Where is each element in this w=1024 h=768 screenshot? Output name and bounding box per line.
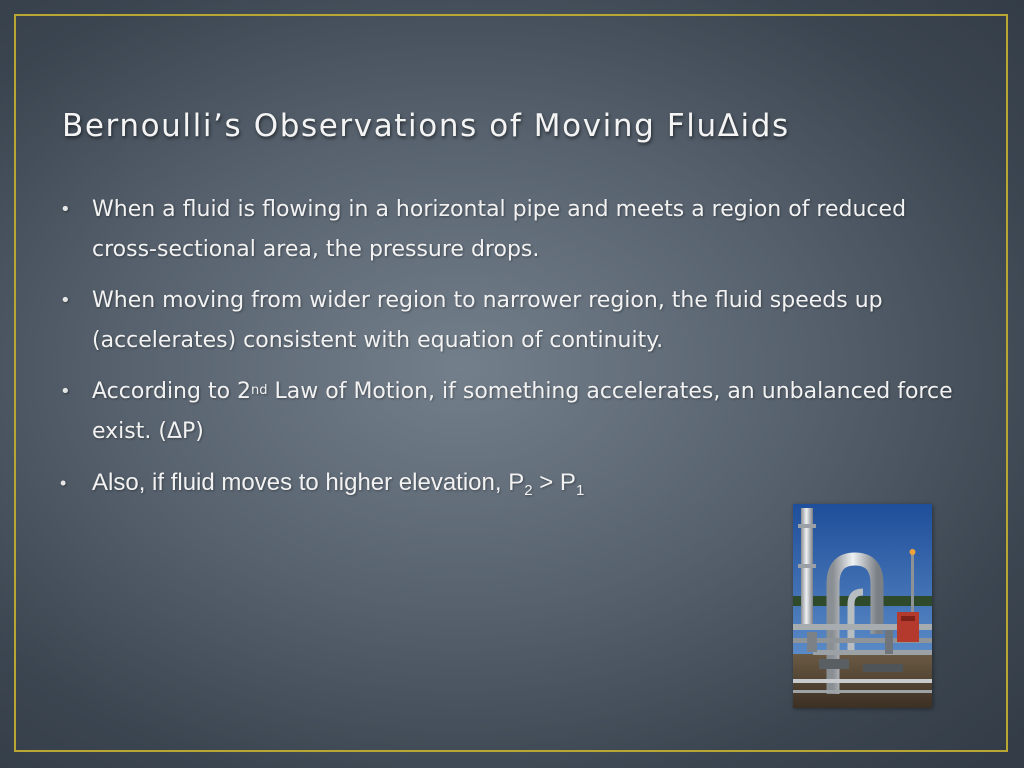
bullet-text-part: According to 2	[92, 379, 252, 404]
bullet-text: When moving from wider region to narrower region, the fluid speeds up (accelerates) consistent with equation of continuity.	[92, 288, 883, 353]
bullet-dot-icon: •	[60, 199, 71, 220]
bullet-text: When a fluid is flowing in a horizontal pipe and meets a region of reduced cross-sectional area, the pressure drops.	[92, 197, 907, 262]
slide-title: Bernoulli’s Observations of Moving FluΔids	[62, 108, 790, 144]
bullet-text	[92, 469, 585, 499]
bullet-text-part: > P	[532, 469, 576, 496]
bullet-text	[92, 379, 953, 444]
bullet-item	[56, 372, 976, 452]
superscript: nd	[251, 383, 268, 398]
bullet-item	[56, 463, 976, 503]
bullet-item	[56, 281, 976, 361]
subscript: 1	[575, 482, 585, 499]
bullet-dot-icon: •	[60, 381, 71, 402]
bullet-list	[56, 190, 976, 514]
subscript: 2	[524, 482, 533, 499]
bullet-text-part: Law of Motion, if something accelerates, an unbalanced force exist. (ΔP)	[92, 379, 953, 444]
bullet-item	[56, 190, 976, 270]
industrial-pipes-photo	[793, 504, 932, 708]
bullet-dot-icon: •	[60, 473, 67, 493]
bullet-dot-icon: •	[60, 290, 71, 311]
bullet-text-part: Also, if fluid moves to higher elevation, P	[92, 469, 525, 496]
